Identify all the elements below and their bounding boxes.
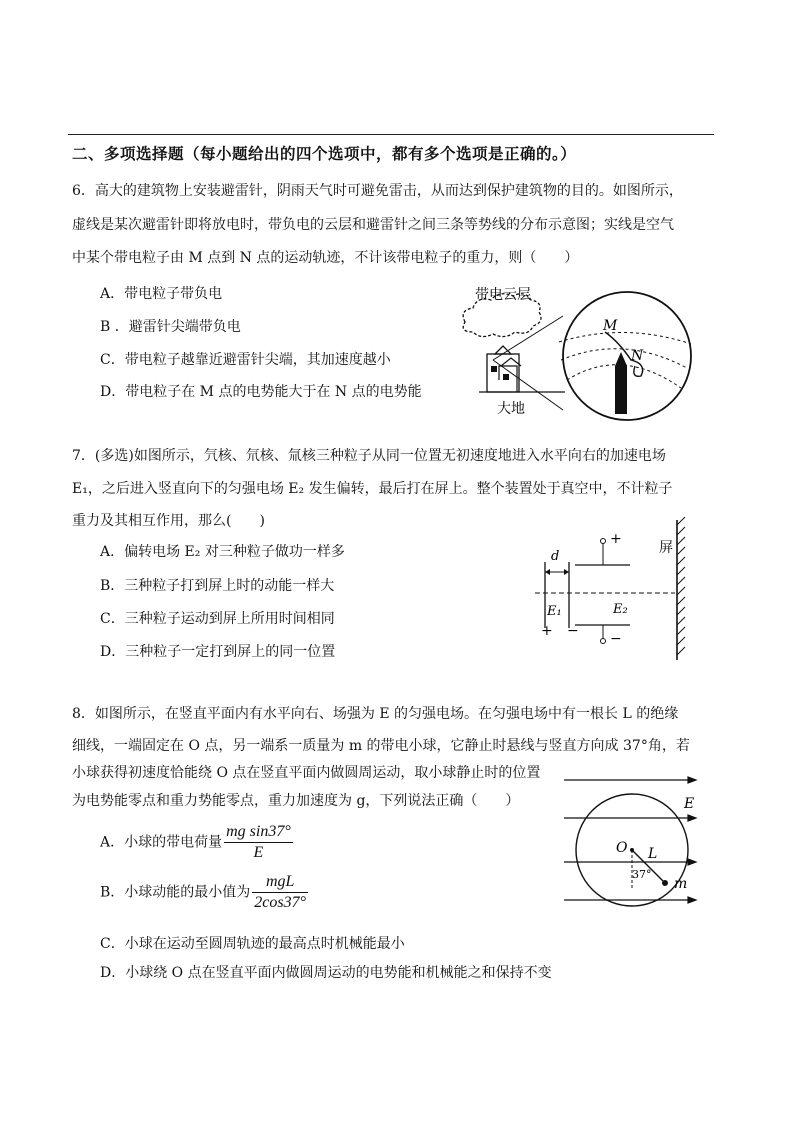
q8-option-a-numerator: mg sin37° — [224, 822, 293, 843]
q8-option-a-fraction — [224, 822, 293, 863]
q6-point-m: M — [603, 318, 618, 334]
q8-option-c[interactable]: C．小球在运动至圆周轨迹的最高点时机械能最小 — [100, 936, 405, 952]
q6-stem-line-1: 6．高大的建筑物上安装避雷针，阴雨天气时可避免雷击，从而达到保护建筑物的目的。如图所示， — [72, 183, 683, 199]
q7-accelerator-figure — [535, 515, 695, 665]
section-divider — [68, 134, 714, 135]
q7-stem-line-1: 7．(多选)如图所示，氕核、氘核、氚核三种粒子从同一位置无初速度地进入水平向右的加速电场 — [72, 448, 666, 464]
q7-d-label: d — [551, 549, 560, 564]
q6-zoom-lines — [493, 316, 563, 410]
q8-option-d[interactable]: D．小球绕 O 点在竖直平面内做圆周运动的电势能和机械能之和保持不变 — [100, 965, 552, 981]
q8-stem-line-3: 小球获得初速度恰能绕 O 点在竖直平面内做圆周运动，取小球静止时的位置 — [72, 765, 541, 781]
q8-stem-line-2: 细线，一端固定在 O 点，另一端系一质量为 m 的带电小球，它静止时悬线与竖直方向成 37°角，若 — [72, 738, 690, 754]
q7-upper-plus: + — [610, 531, 622, 547]
q6-option-d[interactable]: D．带电粒子在 M 点的电势能大于在 N 点的电势能 — [100, 384, 422, 400]
q8-option-b-prefix: B．小球动能的最小值为 — [100, 884, 251, 901]
q7-option-a[interactable]: A．偏转电场 E₂ 对三种粒子做功一样多 — [100, 544, 345, 560]
q7-e1-label: E₁ — [547, 604, 562, 619]
q6-building — [487, 354, 519, 392]
q7-left-plus: + — [541, 623, 553, 639]
q8-ball — [662, 880, 668, 886]
section-title: 二、多项选择题（每小题给出的四个选项中，都有多个选项是正确的。） — [72, 144, 577, 163]
q6-option-b[interactable]: B ．避雷针尖端带负电 — [100, 319, 241, 335]
q8-stem-line-1: 8．如图所示，在竖直平面内有水平向右、场强为 E 的匀强电场。在匀强电场中有一根长 L 的绝缘 — [72, 706, 679, 722]
q6-lightning-rod-figure — [455, 282, 705, 422]
q6-lightning-rod — [615, 366, 627, 414]
q7-left-minus: − — [567, 623, 579, 639]
q6-stem-line-3: 中某个带电粒子由 M 点到 N 点的运动轨迹，不计该带电粒子的重力，则（ ） — [72, 250, 579, 266]
q8-o-label: O — [616, 840, 628, 856]
q8-option-b-fraction — [252, 872, 308, 913]
q6-cloud-label: 带电云层 — [475, 287, 531, 303]
q7-stem-line-3: 重力及其相互作用，那么( ) — [72, 513, 265, 529]
q8-angle-label: 37° — [632, 868, 652, 881]
q6-stem-line-2: 虚线是某次避雷针即将放电时，带负电的云层和避雷针之间三条等势线的分布示意图；实线是空气 — [72, 217, 674, 233]
q7-option-b[interactable]: B．三种粒子打到屏上时的动能一样大 — [100, 578, 335, 594]
q6-building-window — [491, 366, 497, 372]
q7-screen-label: 屏 — [659, 540, 673, 556]
q7-option-d[interactable]: D．三种粒子一定打到屏上的同一位置 — [100, 644, 336, 660]
q7-lower-minus: − — [610, 631, 622, 647]
q8-option-b-denominator: 2cos37° — [254, 894, 307, 911]
q8-option-a-denominator: E — [253, 844, 264, 861]
q8-m-label: m — [674, 876, 688, 892]
q7-stem-line-2: E₁，之后进入竖直向下的匀强电场 E₂ 发生偏转，最后打在屏上。整个装置处于真空中，不计粒子 — [72, 481, 673, 497]
q8-stem-line-4: 为电势能零点和重力势能零点，重力加速度为 g，下列说法正确（ ） — [72, 793, 520, 809]
q7-e2-label: E₂ — [613, 602, 628, 617]
q6-equipotential-1 — [559, 332, 691, 344]
q8-circular-motion-figure — [562, 770, 702, 910]
q6-point-n: N — [631, 348, 644, 364]
q8-l-label: L — [648, 846, 658, 862]
q8-option-a-prefix: A．小球的带电荷量 — [100, 834, 223, 851]
q8-option-a[interactable] — [100, 822, 293, 863]
q8-option-b-numerator: mgL — [252, 872, 308, 893]
q6-option-a[interactable]: A．带电粒子带负电 — [100, 286, 223, 302]
q8-option-b[interactable] — [100, 872, 308, 913]
q8-e-label: E — [684, 796, 695, 812]
q6-option-c[interactable]: C．带电粒子越靠近避雷针尖端，其加速度越小 — [100, 352, 391, 368]
q7-option-c[interactable]: C．三种粒子运动到屏上所用时间相同 — [100, 611, 335, 627]
q6-ground-label: 大地 — [497, 401, 525, 417]
